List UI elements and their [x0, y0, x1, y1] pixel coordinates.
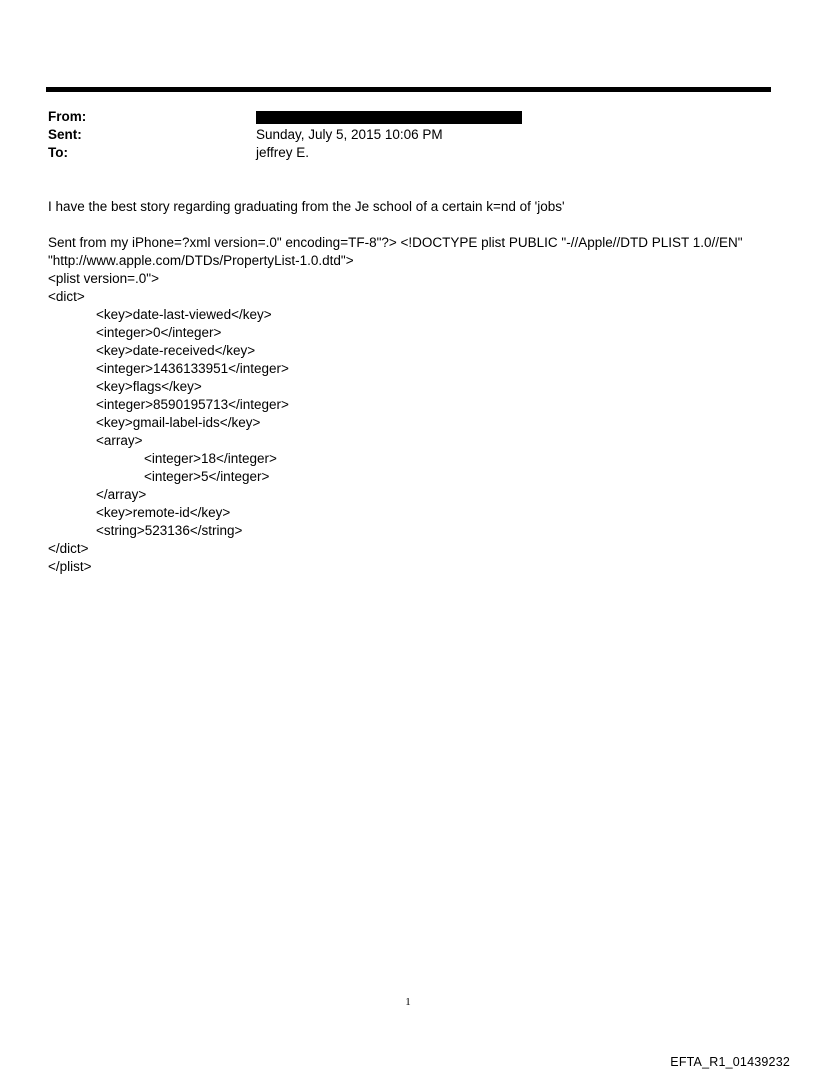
dict-open-tag: <dict> [48, 289, 85, 304]
plist-line: <key>date-last-viewed</key> [96, 307, 272, 322]
plist-line: <key>remote-id</key> [96, 505, 231, 520]
signature-line: Sent from my iPhone=?xml version=.0" encoding=TF-8"?> <!DOCTYPE plist PUBLIC "-//Apple//DTD PLIST 1.0//EN" [48, 235, 743, 250]
plist-line: <integer>0</integer> [96, 325, 222, 340]
dict-close-tag: </dict> [48, 541, 89, 556]
plist-line: <integer>8590195713</integer> [96, 397, 289, 412]
email-header [48, 108, 768, 162]
header-rule [46, 87, 771, 92]
sent-value: Sunday, July 5, 2015 10:06 PM [256, 127, 443, 142]
plist-line: <key>gmail-label-ids</key> [96, 415, 261, 430]
plist-line: <string>523136</string> [96, 523, 243, 538]
plist-open-tag: <plist version=.0"> [48, 271, 159, 286]
plist-line: <key>flags</key> [96, 379, 202, 394]
sent-label: Sent: [48, 127, 82, 142]
from-row [48, 108, 768, 126]
to-label: To: [48, 145, 68, 160]
plist-line: <array> [96, 433, 143, 448]
dtd-line: "http://www.apple.com/DTDs/PropertyList-1.0.dtd"> [48, 253, 354, 268]
plist-line: </array> [96, 487, 147, 502]
message-text: I have the best story regarding graduating from the Je school of a certain k=nd of 'jobs' [48, 199, 565, 214]
plist-line: <integer>1436133951</integer> [96, 361, 289, 376]
plist-line: <integer>18</integer> [144, 451, 277, 466]
plist-close-tag: </plist> [48, 559, 92, 574]
plist-line: <integer>5</integer> [144, 469, 270, 484]
page-number: 1 [405, 996, 411, 1008]
to-row [48, 144, 768, 162]
sent-row [48, 126, 768, 144]
to-value: jeffrey E. [256, 145, 310, 160]
from-label: From: [48, 109, 87, 124]
plist-line: <key>date-received</key> [96, 343, 256, 358]
redaction-box [256, 111, 522, 124]
document-id: EFTA_R1_01439232 [670, 1055, 790, 1069]
email-body [48, 198, 778, 576]
